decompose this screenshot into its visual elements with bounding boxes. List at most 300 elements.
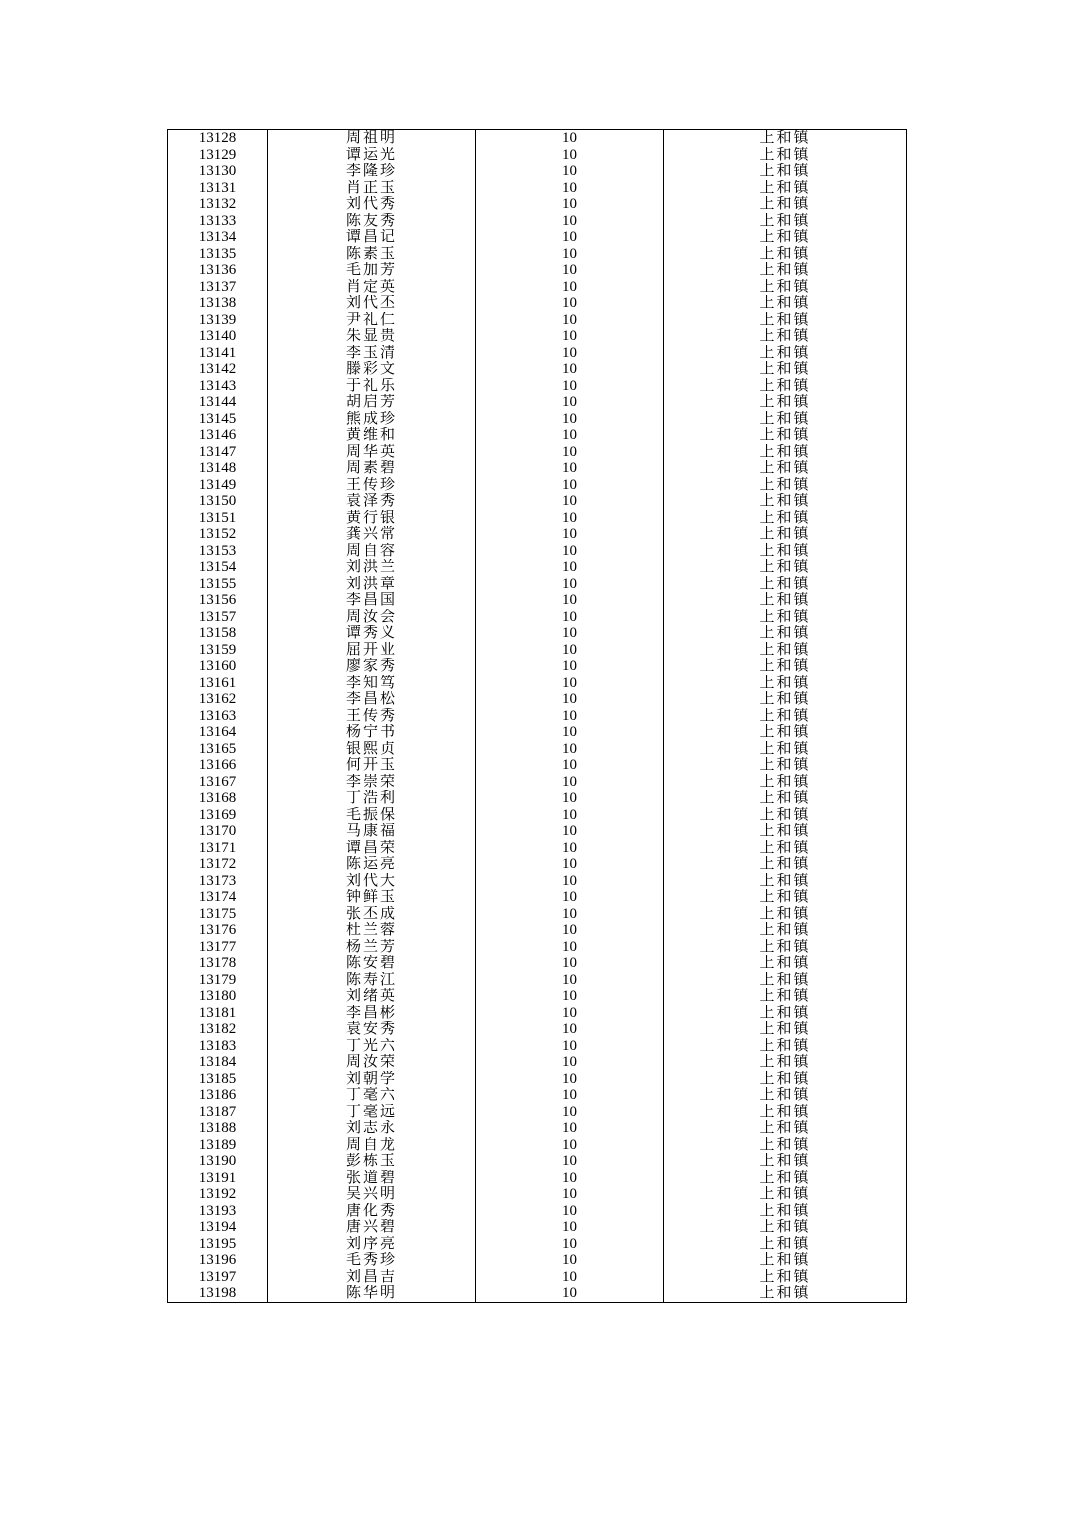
table-row (168, 460, 907, 477)
row-name-cell (268, 477, 476, 494)
row-amount-cell (476, 1005, 664, 1022)
row-amount-cell (476, 477, 664, 494)
row-id-cell (168, 460, 268, 477)
row-name-cell (268, 1038, 476, 1055)
row-name-cell (268, 147, 476, 164)
row-town: 上和镇 (759, 542, 811, 559)
row-amount: 10 (562, 443, 577, 460)
row-town-cell (664, 510, 907, 527)
row-id: 13155 (198, 575, 237, 592)
row-name: 尹礼仁 (345, 311, 397, 328)
row-amount-cell (476, 1087, 664, 1104)
row-name-cell (268, 1269, 476, 1286)
row-name: 王传秀 (345, 707, 397, 724)
row-amount: 10 (562, 625, 577, 642)
row-id-cell (168, 691, 268, 708)
row-id: 13171 (198, 839, 237, 856)
table-row (168, 790, 907, 807)
row-town-cell (664, 922, 907, 939)
row-id: 13137 (198, 278, 237, 295)
row-name: 陈运亮 (345, 856, 397, 873)
row-town-cell (664, 1104, 907, 1121)
row-id: 13151 (198, 509, 237, 526)
row-town-cell (664, 460, 907, 477)
row-amount-cell (476, 444, 664, 461)
row-id-cell (168, 1137, 268, 1154)
row-name-cell (268, 658, 476, 675)
row-id-cell (168, 1252, 268, 1269)
row-name-cell (268, 196, 476, 213)
row-town: 上和镇 (759, 1169, 811, 1186)
table-row (168, 147, 907, 164)
row-name: 熊成珍 (345, 410, 397, 427)
row-id-cell (168, 246, 268, 263)
row-town: 上和镇 (759, 592, 811, 609)
table-row (168, 196, 907, 213)
row-name-cell (268, 328, 476, 345)
table-row (168, 130, 907, 147)
row-id: 13131 (198, 179, 237, 196)
table-row (168, 988, 907, 1005)
row-id: 13164 (198, 724, 237, 741)
row-town-cell (664, 675, 907, 692)
row-amount: 10 (562, 971, 577, 988)
table-row (168, 1186, 907, 1203)
row-town: 上和镇 (759, 988, 811, 1005)
row-town-cell (664, 840, 907, 857)
row-id-cell (168, 279, 268, 296)
row-id: 13170 (198, 823, 237, 840)
row-town: 上和镇 (759, 1136, 811, 1153)
row-id-cell (168, 229, 268, 246)
row-name: 刘志永 (345, 1120, 397, 1137)
row-name-cell (268, 1137, 476, 1154)
row-town-cell (664, 444, 907, 461)
row-id: 13156 (198, 592, 237, 609)
row-amount: 10 (562, 295, 577, 312)
row-amount-cell (476, 328, 664, 345)
row-name: 陈素玉 (345, 245, 397, 262)
row-id-cell (168, 757, 268, 774)
row-name-cell (268, 708, 476, 725)
row-town: 上和镇 (759, 1120, 811, 1137)
row-id-cell (168, 856, 268, 873)
row-name-cell (268, 691, 476, 708)
row-town: 上和镇 (759, 1103, 811, 1120)
row-name-cell (268, 279, 476, 296)
row-town-cell (664, 1236, 907, 1253)
row-name-cell (268, 922, 476, 939)
row-amount: 10 (562, 460, 577, 477)
row-amount-cell (476, 988, 664, 1005)
row-amount: 10 (562, 938, 577, 955)
row-name: 李昌国 (345, 592, 397, 609)
row-name-cell (268, 1285, 476, 1302)
row-name-cell (268, 1203, 476, 1220)
row-name-cell (268, 1021, 476, 1038)
row-name: 陈友秀 (345, 212, 397, 229)
row-name: 丁光六 (345, 1037, 397, 1054)
table-row (168, 889, 907, 906)
row-id-cell (168, 1038, 268, 1055)
table-row (168, 1005, 907, 1022)
row-name-cell (268, 1219, 476, 1236)
row-town-cell (664, 906, 907, 923)
row-id: 13194 (198, 1219, 237, 1236)
row-name: 谭昌记 (345, 229, 397, 246)
row-amount: 10 (562, 1202, 577, 1219)
row-id: 13143 (198, 377, 237, 394)
table-row (168, 262, 907, 279)
row-town-cell (664, 1137, 907, 1154)
row-amount-cell (476, 840, 664, 857)
row-name: 张道碧 (345, 1169, 397, 1186)
row-town-cell (664, 708, 907, 725)
row-name: 刘昌吉 (345, 1268, 397, 1285)
row-amount-cell (476, 279, 664, 296)
row-id: 13145 (198, 410, 237, 427)
row-name-cell (268, 1054, 476, 1071)
row-id: 13196 (198, 1252, 237, 1269)
row-town-cell (664, 213, 907, 230)
row-amount-cell (476, 427, 664, 444)
row-name-cell (268, 592, 476, 609)
row-amount-cell (476, 1104, 664, 1121)
table-row (168, 1071, 907, 1088)
row-name: 袁安秀 (345, 1021, 397, 1038)
row-name-cell (268, 807, 476, 824)
row-town: 上和镇 (759, 212, 811, 229)
row-amount-cell (476, 1252, 664, 1269)
row-town: 上和镇 (759, 724, 811, 741)
row-name-cell (268, 840, 476, 857)
row-name-cell (268, 229, 476, 246)
row-id-cell (168, 1005, 268, 1022)
row-id: 13140 (198, 328, 237, 345)
row-id: 13186 (198, 1087, 237, 1104)
row-town-cell (664, 856, 907, 873)
row-amount-cell (476, 625, 664, 642)
table-row (168, 1170, 907, 1187)
row-town: 上和镇 (759, 658, 811, 675)
row-name: 黄行银 (345, 509, 397, 526)
row-id: 13150 (198, 493, 237, 510)
row-amount: 10 (562, 707, 577, 724)
row-town: 上和镇 (759, 872, 811, 889)
row-amount-cell (476, 757, 664, 774)
row-town: 上和镇 (759, 295, 811, 312)
row-amount: 10 (562, 1285, 577, 1302)
table-row (168, 757, 907, 774)
row-name-cell (268, 246, 476, 263)
row-town: 上和镇 (759, 493, 811, 510)
row-name: 刘代丕 (345, 295, 397, 312)
row-id: 13149 (198, 476, 237, 493)
row-town-cell (664, 1087, 907, 1104)
row-id-cell (168, 1054, 268, 1071)
row-id: 13159 (198, 641, 237, 658)
row-amount: 10 (562, 278, 577, 295)
row-id-cell (168, 972, 268, 989)
row-name: 滕彩文 (345, 361, 397, 378)
table-row (168, 675, 907, 692)
row-name-cell (268, 510, 476, 527)
row-town-cell (664, 576, 907, 593)
row-name: 刘代秀 (345, 196, 397, 213)
row-town: 上和镇 (759, 130, 811, 147)
row-town: 上和镇 (759, 1021, 811, 1038)
table-row (168, 1054, 907, 1071)
row-amount-cell (476, 213, 664, 230)
row-name: 丁浩利 (345, 790, 397, 807)
row-id-cell (168, 345, 268, 362)
row-amount: 10 (562, 724, 577, 741)
row-town: 上和镇 (759, 971, 811, 988)
row-town: 上和镇 (759, 328, 811, 345)
table-row (168, 1153, 907, 1170)
row-amount-cell (476, 526, 664, 543)
row-town: 上和镇 (759, 1037, 811, 1054)
row-id-cell (168, 1203, 268, 1220)
row-name-cell (268, 906, 476, 923)
row-id: 13144 (198, 394, 237, 411)
row-name: 朱显贵 (345, 328, 397, 345)
row-amount: 10 (562, 311, 577, 328)
row-id-cell (168, 939, 268, 956)
row-town-cell (664, 1120, 907, 1137)
row-id: 13193 (198, 1202, 237, 1219)
row-amount: 10 (562, 790, 577, 807)
row-town-cell (664, 427, 907, 444)
row-id-cell (168, 295, 268, 312)
row-town-cell (664, 741, 907, 758)
table-row (168, 526, 907, 543)
row-town: 上和镇 (759, 674, 811, 691)
row-amount: 10 (562, 608, 577, 625)
row-id-cell (168, 180, 268, 197)
row-town-cell (664, 592, 907, 609)
row-id-cell (168, 922, 268, 939)
row-town: 上和镇 (759, 641, 811, 658)
row-name: 毛加芳 (345, 262, 397, 279)
row-name: 毛秀珍 (345, 1252, 397, 1269)
row-id-cell (168, 1153, 268, 1170)
row-name-cell (268, 741, 476, 758)
row-id-cell (168, 708, 268, 725)
row-name: 刘洪章 (345, 575, 397, 592)
table-row (168, 543, 907, 560)
row-name: 周祖明 (345, 130, 397, 147)
row-name: 谭运光 (345, 146, 397, 163)
row-name-cell (268, 361, 476, 378)
row-town: 上和镇 (759, 773, 811, 790)
row-name-cell (268, 460, 476, 477)
row-id: 13192 (198, 1186, 237, 1203)
row-town: 上和镇 (759, 163, 811, 180)
row-name: 李知笃 (345, 674, 397, 691)
row-amount: 10 (562, 806, 577, 823)
row-amount: 10 (562, 674, 577, 691)
row-amount-cell (476, 823, 664, 840)
row-amount: 10 (562, 1103, 577, 1120)
row-town-cell (664, 1285, 907, 1302)
row-id: 13166 (198, 757, 237, 774)
row-amount: 10 (562, 1186, 577, 1203)
row-town: 上和镇 (759, 427, 811, 444)
table-row (168, 1038, 907, 1055)
row-name-cell (268, 493, 476, 510)
row-id: 13198 (198, 1285, 237, 1302)
row-id: 13195 (198, 1235, 237, 1252)
row-town: 上和镇 (759, 905, 811, 922)
row-id: 13161 (198, 674, 237, 691)
row-amount: 10 (562, 542, 577, 559)
row-town-cell (664, 1170, 907, 1187)
row-town: 上和镇 (759, 559, 811, 576)
row-id-cell (168, 394, 268, 411)
row-id: 13142 (198, 361, 237, 378)
row-amount: 10 (562, 476, 577, 493)
row-town-cell (664, 147, 907, 164)
table-row (168, 1285, 907, 1302)
row-name: 李昌松 (345, 691, 397, 708)
row-id-cell (168, 312, 268, 329)
table-row (168, 691, 907, 708)
row-id: 13172 (198, 856, 237, 873)
row-name: 李崇荣 (345, 773, 397, 790)
row-id-cell (168, 592, 268, 609)
row-town: 上和镇 (759, 179, 811, 196)
row-id: 13139 (198, 311, 237, 328)
row-amount: 10 (562, 658, 577, 675)
row-town-cell (664, 939, 907, 956)
table-row (168, 1236, 907, 1253)
row-id-cell (168, 955, 268, 972)
row-amount-cell (476, 378, 664, 395)
row-name-cell (268, 394, 476, 411)
row-id-cell (168, 1285, 268, 1302)
row-id: 13169 (198, 806, 237, 823)
row-amount: 10 (562, 889, 577, 906)
row-town-cell (664, 823, 907, 840)
row-town-cell (664, 1186, 907, 1203)
row-id-cell (168, 196, 268, 213)
row-town-cell (664, 246, 907, 263)
row-town-cell (664, 1219, 907, 1236)
row-name-cell (268, 1087, 476, 1104)
row-id: 13191 (198, 1169, 237, 1186)
row-id-cell (168, 807, 268, 824)
row-id-cell (168, 741, 268, 758)
table-row (168, 906, 907, 923)
row-id-cell (168, 625, 268, 642)
row-amount: 10 (562, 344, 577, 361)
row-town: 上和镇 (759, 1004, 811, 1021)
row-name: 丁毫远 (345, 1103, 397, 1120)
table-row (168, 741, 907, 758)
row-amount-cell (476, 361, 664, 378)
row-name: 龚兴常 (345, 526, 397, 543)
row-name-cell (268, 939, 476, 956)
row-id: 13180 (198, 988, 237, 1005)
row-town-cell (664, 361, 907, 378)
row-id: 13189 (198, 1136, 237, 1153)
row-amount: 10 (562, 212, 577, 229)
table-row (168, 378, 907, 395)
row-amount: 10 (562, 839, 577, 856)
row-amount-cell (476, 1137, 664, 1154)
row-amount-cell (476, 1186, 664, 1203)
row-name: 王传珍 (345, 476, 397, 493)
row-town-cell (664, 163, 907, 180)
table-row (168, 180, 907, 197)
row-id-cell (168, 427, 268, 444)
row-amount: 10 (562, 592, 577, 609)
row-amount-cell (476, 1219, 664, 1236)
table-row (168, 807, 907, 824)
row-id-cell (168, 642, 268, 659)
table-row (168, 559, 907, 576)
row-name-cell (268, 444, 476, 461)
row-name-cell (268, 1005, 476, 1022)
row-amount: 10 (562, 1054, 577, 1071)
table-row (168, 856, 907, 873)
row-town: 上和镇 (759, 608, 811, 625)
row-amount: 10 (562, 740, 577, 757)
row-id: 13163 (198, 707, 237, 724)
row-name-cell (268, 625, 476, 642)
row-town: 上和镇 (759, 460, 811, 477)
row-town-cell (664, 955, 907, 972)
row-id: 13157 (198, 608, 237, 625)
row-amount: 10 (562, 872, 577, 889)
row-amount: 10 (562, 1070, 577, 1087)
row-id-cell (168, 378, 268, 395)
row-amount: 10 (562, 394, 577, 411)
row-amount-cell (476, 807, 664, 824)
row-id-cell (168, 889, 268, 906)
row-amount-cell (476, 163, 664, 180)
row-name: 陈寿江 (345, 971, 397, 988)
row-name-cell (268, 180, 476, 197)
row-id: 13160 (198, 658, 237, 675)
row-name: 银熙贞 (345, 740, 397, 757)
row-amount-cell (476, 939, 664, 956)
row-id: 13173 (198, 872, 237, 889)
row-amount-cell (476, 906, 664, 923)
row-id: 13188 (198, 1120, 237, 1137)
row-id-cell (168, 130, 268, 147)
row-name: 周素碧 (345, 460, 397, 477)
row-amount-cell (476, 180, 664, 197)
table-row (168, 163, 907, 180)
table-row (168, 939, 907, 956)
row-town-cell (664, 1153, 907, 1170)
row-town: 上和镇 (759, 1186, 811, 1203)
row-town: 上和镇 (759, 344, 811, 361)
row-id: 13147 (198, 443, 237, 460)
row-town: 上和镇 (759, 361, 811, 378)
row-town-cell (664, 477, 907, 494)
row-town-cell (664, 988, 907, 1005)
row-name: 刘序亮 (345, 1235, 397, 1252)
row-town: 上和镇 (759, 806, 811, 823)
row-amount-cell (476, 1170, 664, 1187)
row-amount-cell (476, 1153, 664, 1170)
row-amount: 10 (562, 1037, 577, 1054)
table-row (168, 477, 907, 494)
row-name-cell (268, 889, 476, 906)
